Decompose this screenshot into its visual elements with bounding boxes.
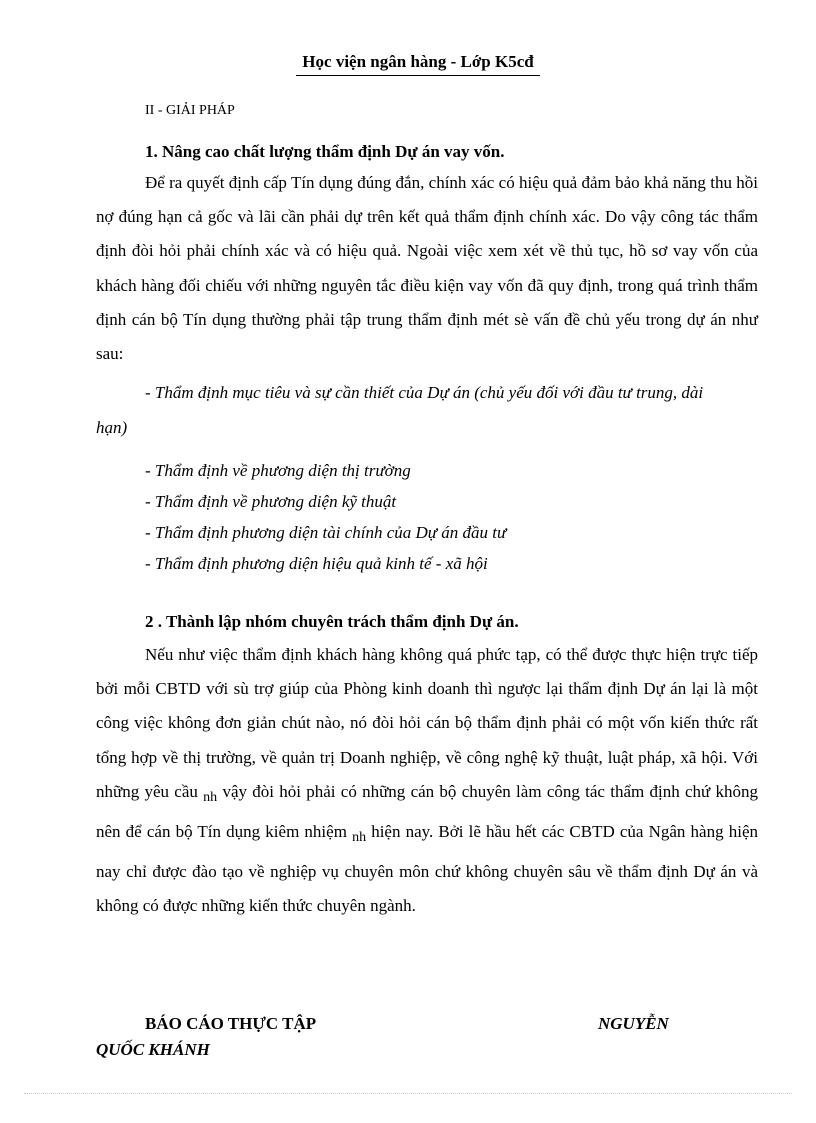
footer-author-first: NGUYỄN: [598, 1014, 669, 1033]
footer-author-rest: QUỐC KHÁNH: [96, 1040, 210, 1059]
heading-1: 1. Nâng cao chất lượng thẩm định Dự án vay vốn.: [145, 142, 505, 161]
paragraph-2-sub-1: nh: [203, 789, 218, 805]
bullet-5: - Thẩm định phương diện hiệu quả kinh tế - xã hội: [145, 554, 488, 573]
paragraph-2-part-2: vậy đòi hỏi phải có những cán bộ chuyên làm công tác thẩm định chứ không nên để cán bộ Tín dụng kiêm nhiệm: [96, 781, 759, 842]
page-header-title: Học viện ngân hàng - Lớp K5cđ: [296, 52, 540, 76]
bullet-2: - Thẩm định về phương diện thị trường: [145, 461, 411, 480]
paragraph-2-part-3: hiện nay. Bởi lẽ hầu hết các CBTD của Ngân hàng hiện nay chỉ được đào tạo về nghiệp vụ chuyên môn chứ không chuyên sâu về thẩm định Dự án và không có được những kiến thức chuyên ngành.: [96, 822, 758, 916]
paragraph-2-sub-2: nh: [352, 830, 367, 846]
bullet-3: - Thẩm định về phương diện kỹ thuật: [145, 492, 397, 511]
heading-2: 2 . Thành lập nhóm chuyên trách thẩm định Dự án.: [145, 612, 519, 631]
bullet-4: - Thẩm định phương diện tài chính của Dự án đầu tư: [145, 523, 507, 542]
footer-report-label: BÁO CÁO THỰC TẬP: [145, 1014, 317, 1033]
section-label: II - GIẢI PHÁP: [145, 103, 235, 118]
paragraph-1: Để ra quyết định cấp Tín dụng đúng đắn, chính xác có hiệu quả đảm bảo khả năng thu hồi nợ đúng hạn cả gốc và lãi cần phải dự trên kết quả thẩm định chính xác. Do vậy công tác thẩm định đòi hỏi phải chính xác và có hiệu quả. Ngoài việc xem xét về thủ tục, hồ sơ vay vốn của khách hàng đối chiếu với những nguyên tắc điều kiện vay vốn đã quy định, trong quá trình thẩm định cán bộ Tín dụng thường phải tập trung thẩm định mét sè vấn đề chủ yếu trong dự án như sau:: [96, 173, 758, 364]
bullet-1-line-2: hạn): [96, 418, 128, 437]
page-bottom-rule: [24, 1093, 792, 1094]
paragraph-2-part-1: Nếu như việc thẩm định khách hàng không quá phức tạp, có thể được thực hiện trực tiếp bởi mỗi CBTD với sù trợ giúp của Phòng kinh doanh thì ngược lại thẩm định Dự án lại là một công việc không đơn giản chút nào, nó đòi hỏi cán bộ thẩm định phải có một vốn kiến thức rất tổng hợp về thị trường, về quản trị Doanh nghiệp, về công nghệ kỹ thuật, luật pháp, xã hội. Với những yêu cầu: [96, 645, 758, 801]
bullet-1-line-1: - Thẩm định mục tiêu và sự cần thiết của Dự án (chủ yếu đối với đầu tư trung, dài: [145, 383, 704, 402]
paragraph-2: [96, 638, 758, 924]
